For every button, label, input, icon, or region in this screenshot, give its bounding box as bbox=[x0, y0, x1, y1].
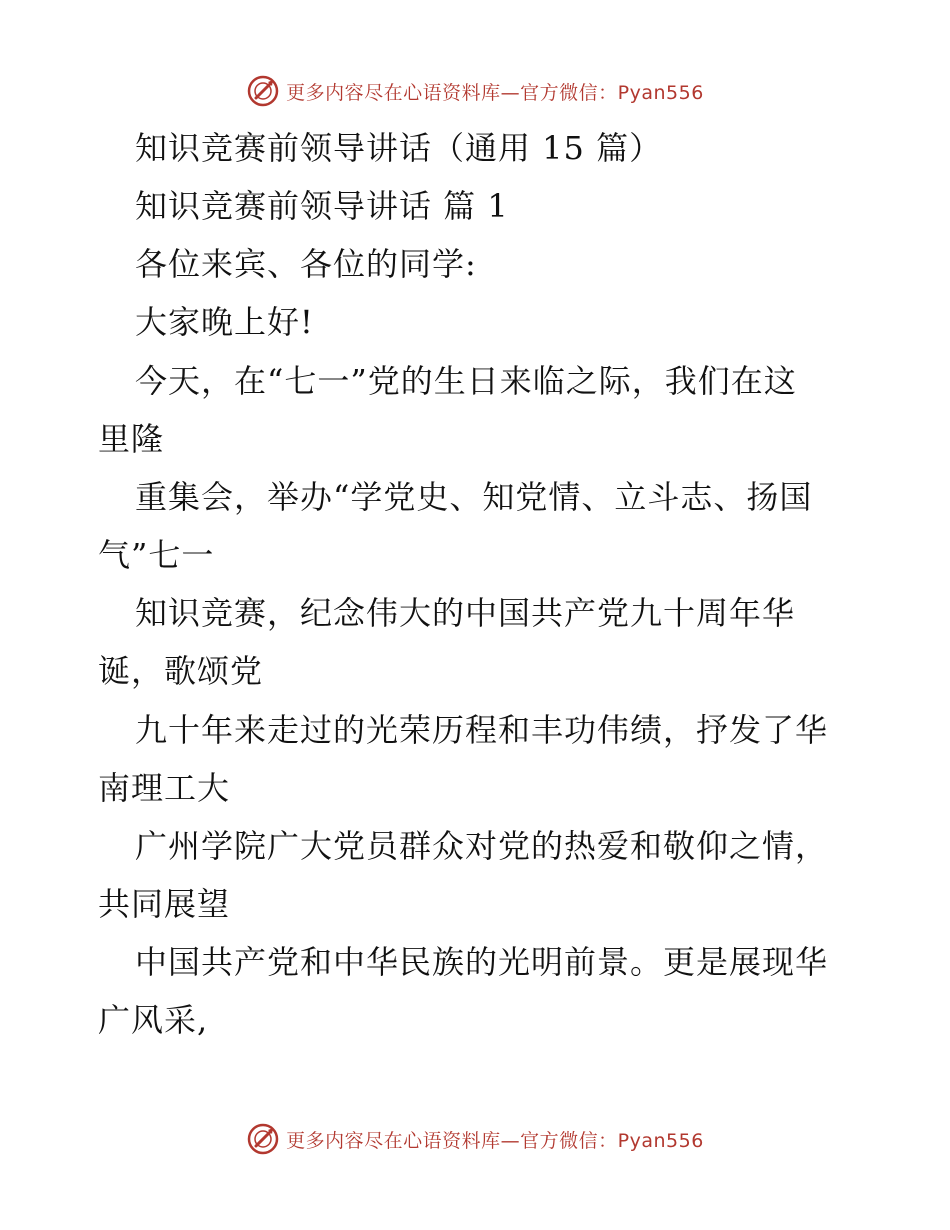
seal-logo-icon bbox=[246, 1122, 280, 1156]
paragraph-line: 今天，在“七一”党的生日来临之际，我们在这 bbox=[135, 362, 797, 400]
paragraph-line: 九十年来走过的光荣历程和丰功伟绩，抒发了华 bbox=[135, 711, 829, 749]
paragraph-line: 大家晚上好! bbox=[135, 303, 314, 341]
watermark-text: 更多内容尽在心语资料库—官方微信：Pyan556 bbox=[286, 81, 704, 104]
paragraph-line: 共同展望 bbox=[98, 885, 231, 923]
header-watermark bbox=[0, 71, 950, 111]
footer-watermark bbox=[0, 1119, 950, 1159]
paragraph-line: 中国共产党和中华民族的光明前景。更是展现华 bbox=[135, 943, 829, 981]
paragraph-line: 各位来宾、各位的同学: bbox=[135, 245, 477, 283]
paragraph-line: 诞，歌颂党 bbox=[98, 652, 264, 690]
paragraph-line: 气”七一 bbox=[98, 536, 215, 574]
paragraph-line: 重集会，举办“学党史、知党情、立斗志、扬国 bbox=[135, 478, 813, 516]
seal-logo-icon bbox=[246, 74, 280, 108]
document-title: 知识竞赛前领导讲话（通用 15 篇） bbox=[135, 129, 663, 167]
paragraph-line: 广风采, bbox=[98, 1001, 209, 1039]
section-heading: 知识竞赛前领导讲话 篇 1 bbox=[135, 187, 509, 225]
paragraph-line: 广州学院广大党员群众对党的热爱和敬仰之情， bbox=[135, 827, 829, 865]
watermark-text: 更多内容尽在心语资料库—官方微信：Pyan556 bbox=[286, 1129, 704, 1152]
paragraph-line: 里隆 bbox=[98, 420, 165, 458]
paragraph-line: 南理工大 bbox=[98, 769, 231, 807]
paragraph-line: 知识竞赛，纪念伟大的中国共产党九十周年华 bbox=[135, 594, 796, 632]
